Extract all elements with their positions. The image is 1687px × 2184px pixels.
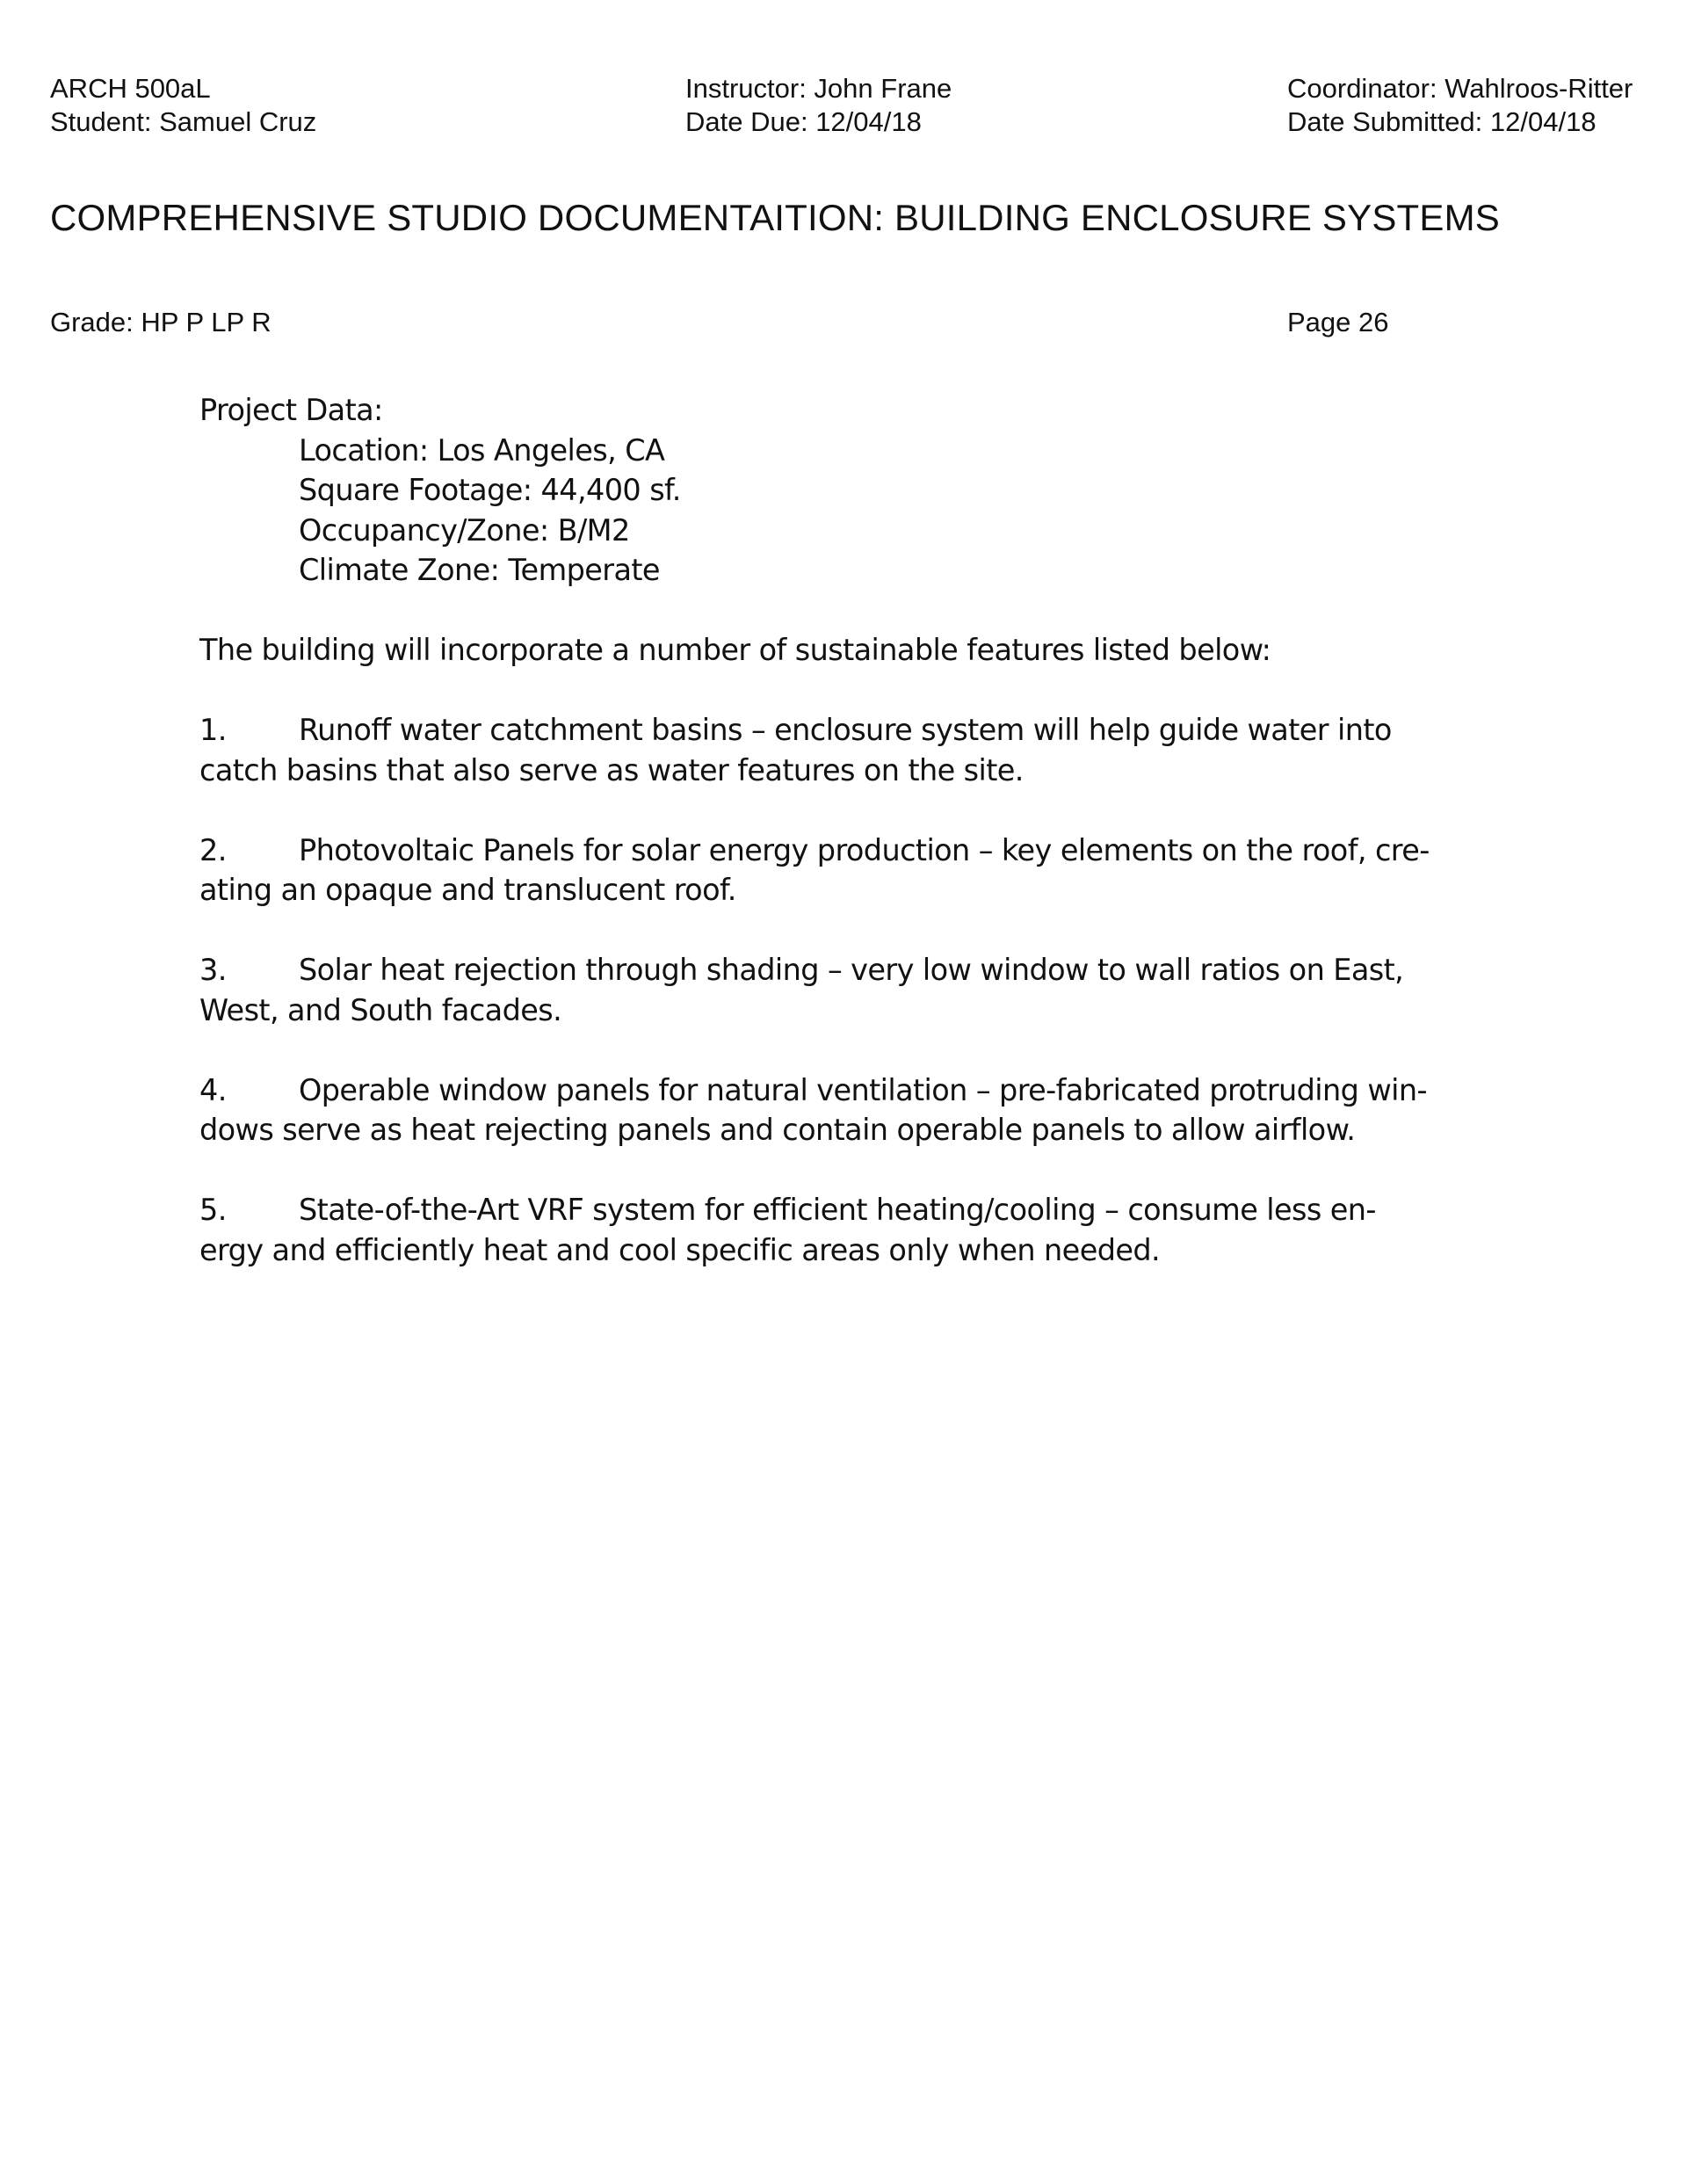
list-item-text-continued: dows serve as heat rejecting panels and contain operable panels to allow airflow.: [199, 1113, 1356, 1147]
grade-line: Grade: HP P LP R: [50, 307, 272, 337]
header-left: [50, 72, 316, 139]
project-location: Location: Los Angeles, CA: [299, 432, 665, 468]
list-item: [199, 950, 1491, 1030]
project-data-heading: Project Data:: [199, 393, 383, 427]
list-item-text: Solar heat rejection through shading – very low window to wall ratios on East,: [299, 953, 1404, 987]
list-item-text: Photovoltaic Panels for solar energy production – key elements on the roof, cre-: [299, 832, 1430, 867]
project-occupancy: Occupancy/Zone: B/M2: [299, 512, 630, 548]
list-item-number: 4.: [199, 1072, 227, 1107]
list-item: [199, 1070, 1491, 1150]
list-item-number: 3.: [199, 953, 227, 987]
list-item-text-continued: West, and South facades.: [199, 992, 562, 1027]
student-name: Student: Samuel Cruz: [50, 106, 317, 137]
list-item: [199, 1190, 1491, 1270]
list-item-text-continued: ergy and efficiently heat and cool specific areas only when needed.: [199, 1232, 1161, 1267]
list-item-text: Runoff water catchment basins – enclosure system will help guide water into: [299, 713, 1392, 747]
instructor-name: Instructor: John Frane: [685, 73, 952, 104]
list-item-number: 1.: [199, 713, 227, 747]
list-item-text-continued: catch basins that also serve as water features on the site.: [199, 752, 1024, 787]
date-due: Date Due: 12/04/18: [685, 106, 922, 137]
course-code: ARCH 500aL: [50, 73, 211, 104]
list-item-number: 2.: [199, 832, 227, 867]
date-submitted: Date Submitted: 12/04/18: [1287, 106, 1596, 137]
document-title: COMPREHENSIVE STUDIO DOCUMENTAITION: BUILDING ENCLOSURE SYSTEMS: [50, 197, 1501, 238]
list-item: [199, 831, 1491, 911]
document-body: [199, 390, 1491, 1270]
list-item-text-continued: ating an opaque and translucent roof.: [199, 873, 736, 907]
list-item-text: State-of-the-Art VRF system for efficient heating/cooling – consume less en-: [299, 1193, 1376, 1227]
coordinator-name: Coordinator: Wahlroos-Ritter: [1287, 73, 1633, 104]
page-number: Page 26: [1287, 307, 1389, 337]
list-item: [199, 710, 1491, 790]
list-item-number: 5.: [199, 1193, 227, 1227]
header-right: [1287, 72, 1633, 139]
project-square-footage: Square Footage: 44,400 sf.: [299, 473, 681, 507]
project-climate-zone: Climate Zone: Temperate: [299, 553, 660, 587]
header-center: [685, 72, 952, 139]
intro-paragraph: The building will incorporate a number of sustainable features listed below:: [199, 633, 1271, 667]
list-item-text: Operable window panels for natural ventilation – pre-fabricated protruding win-: [299, 1072, 1427, 1107]
